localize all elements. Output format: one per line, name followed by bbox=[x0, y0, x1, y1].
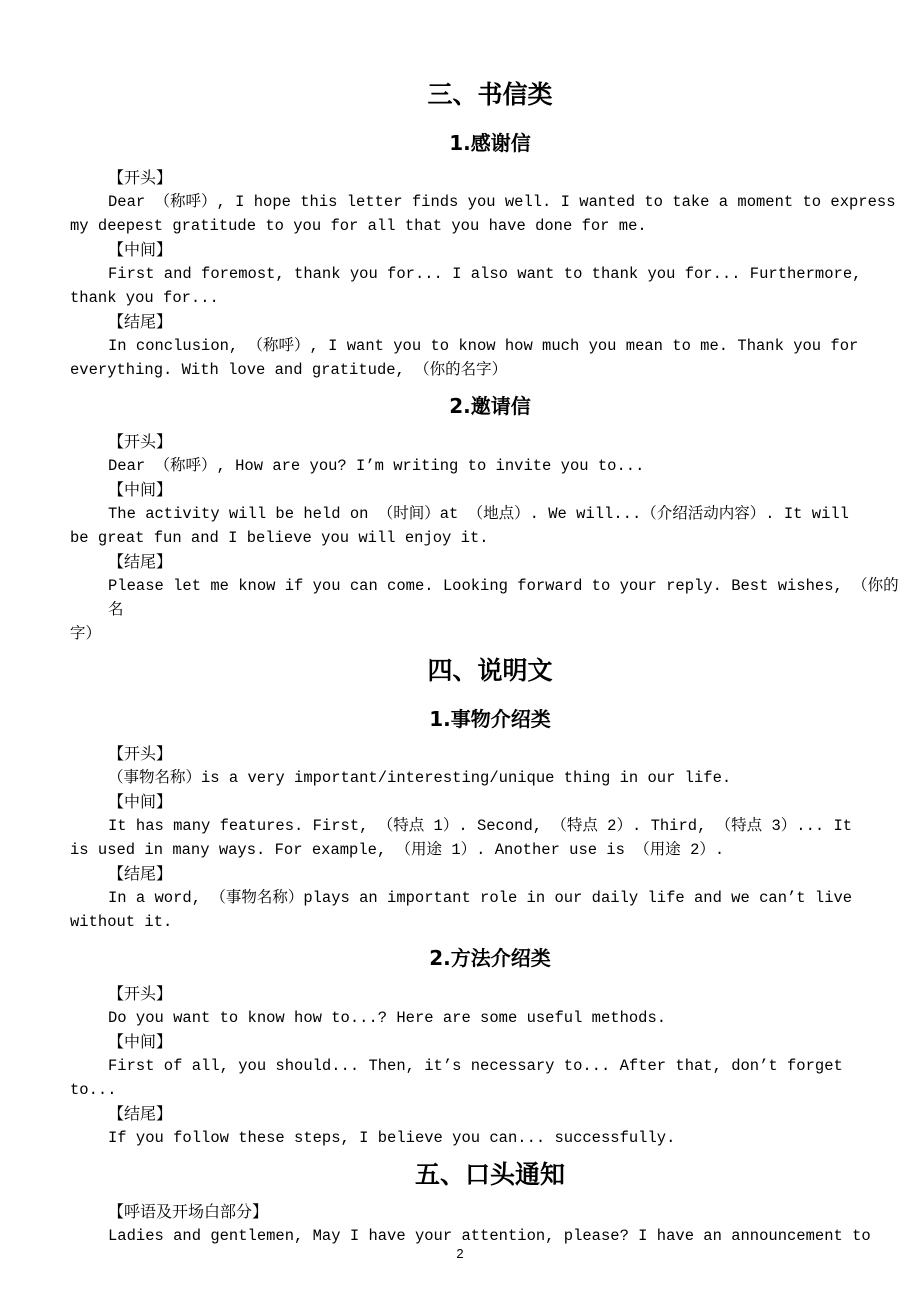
section-heading: 四、说明文 bbox=[427, 656, 553, 685]
paragraph bbox=[70, 502, 910, 550]
text-line: 字） bbox=[70, 625, 102, 643]
part-label: 【结尾】 bbox=[108, 312, 173, 331]
subsection-heading: 2.方法介绍类 bbox=[429, 946, 551, 970]
paragraph bbox=[70, 1126, 910, 1150]
text-line: Dear （称呼）, How are you? I’m writing to invite you to... bbox=[108, 457, 645, 475]
paragraph bbox=[70, 886, 910, 934]
text-line: If you follow these steps, I believe you can... successfully. bbox=[108, 1129, 676, 1147]
part-label: 【开头】 bbox=[108, 168, 173, 187]
part-label: 【呼语及开场白部分】 bbox=[108, 1202, 269, 1221]
paragraph bbox=[70, 262, 910, 310]
text-line: Do you want to know how to...? Here are some useful methods. bbox=[108, 1009, 667, 1027]
text-line: to... bbox=[70, 1081, 117, 1099]
text-line: everything. With love and gratitude, （你的名字） bbox=[70, 361, 508, 379]
paragraph bbox=[70, 454, 910, 478]
text-line: Dear （称呼）, I hope this letter finds you well. I wanted to take a moment to express bbox=[108, 193, 896, 211]
subsection-heading: 2.邀请信 bbox=[449, 394, 531, 418]
paragraph bbox=[70, 574, 910, 646]
paragraph bbox=[70, 334, 910, 382]
part-label: 【中间】 bbox=[108, 240, 173, 259]
text-line: Please let me know if you can come. Looking forward to your reply. Best wishes, （你的名 bbox=[108, 577, 899, 619]
text-line: my deepest gratitude to you for all that you have done for me. bbox=[70, 217, 647, 235]
text-line: is used in many ways. For example, （用途 1）. Another use is （用途 2）. bbox=[70, 841, 725, 859]
text-line: It has many features. First, （特点 1）. Second, （特点 2）. Third, （特点 3）... It bbox=[108, 817, 853, 835]
document-body bbox=[70, 70, 910, 1248]
text-line: without it. bbox=[70, 913, 173, 931]
subsection-heading: 1.事物介绍类 bbox=[429, 707, 551, 731]
paragraph bbox=[70, 1054, 910, 1102]
page-number: 2 bbox=[456, 1246, 464, 1261]
text-line: First of all, you should... Then, it’s necessary to... After that, don’t forget bbox=[108, 1057, 843, 1075]
text-line: （事物名称）is a very important/interesting/unique thing in our life. bbox=[108, 769, 732, 787]
part-label: 【中间】 bbox=[108, 792, 173, 811]
text-line: be great fun and I believe you will enjoy it. bbox=[70, 529, 489, 547]
text-line: In conclusion, （称呼）, I want you to know how much you mean to me. Thank you for bbox=[108, 337, 859, 355]
section-heading: 三、书信类 bbox=[427, 80, 553, 109]
part-label: 【开头】 bbox=[108, 744, 173, 763]
part-label: 【中间】 bbox=[108, 480, 173, 499]
paragraph bbox=[70, 1224, 910, 1248]
text-line: thank you for... bbox=[70, 289, 219, 307]
paragraph bbox=[70, 190, 910, 238]
section-heading: 五、口头通知 bbox=[414, 1160, 565, 1189]
part-label: 【中间】 bbox=[108, 1032, 173, 1051]
text-line: The activity will be held on （时间）at （地点）. We will...（介绍活动内容）. It will bbox=[108, 505, 849, 523]
part-label: 【结尾】 bbox=[108, 1104, 173, 1123]
part-label: 【开头】 bbox=[108, 984, 173, 1003]
part-label: 【开头】 bbox=[108, 432, 173, 451]
paragraph bbox=[70, 766, 910, 790]
subsection-heading: 1.感谢信 bbox=[449, 131, 531, 155]
paragraph bbox=[70, 1006, 910, 1030]
paragraph bbox=[70, 814, 910, 862]
text-line: In a word, （事物名称）plays an important role in our daily life and we can’t live bbox=[108, 889, 853, 907]
text-line: Ladies and gentlemen, May I have your attention, please? I have an announcement to bbox=[108, 1227, 871, 1245]
text-line: First and foremost, thank you for... I also want to thank you for... Furthermore, bbox=[108, 265, 862, 283]
part-label: 【结尾】 bbox=[108, 864, 173, 883]
part-label: 【结尾】 bbox=[108, 552, 173, 571]
